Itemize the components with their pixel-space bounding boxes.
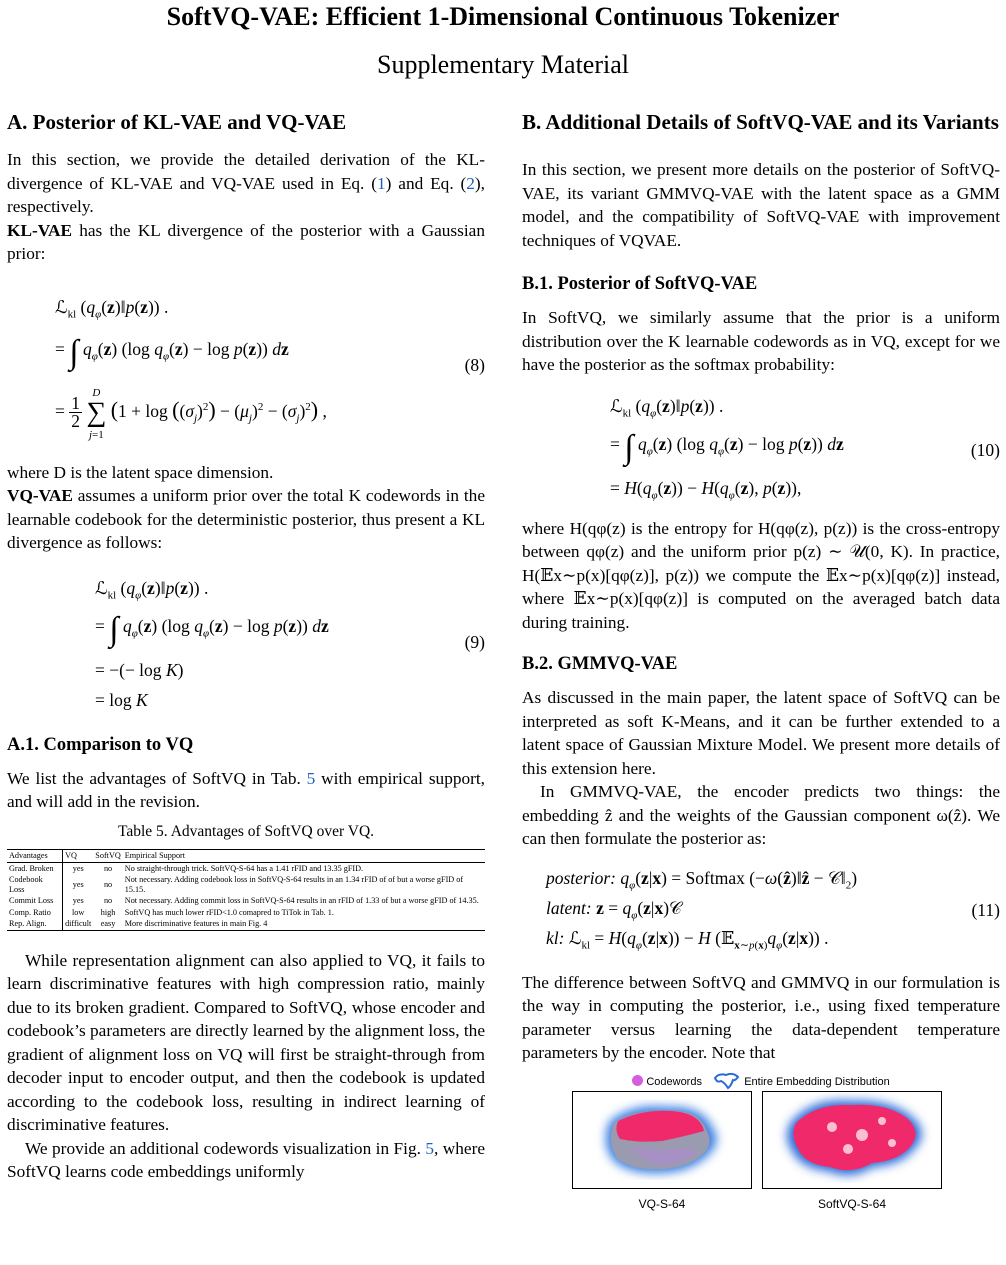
equation-8-number: (8) — [464, 354, 485, 375]
figure-label-softvq: SoftVQ-S-64 — [817, 1196, 887, 1211]
softvq-codeword-plot — [762, 1091, 942, 1189]
distribution-legend-label: Entire Embedding Distribution — [744, 1075, 890, 1088]
equation-10: ℒ$_{kl}$ $(q_\varphi(z)‖p(z))$ . = ∫ $q_\varphi(z)$ (log $q_\varphi(z) - \log p(z)$) dz = $H(q_\varphi(z)) - H(q_\varphi(z)$, p(z)), (10) — [610, 395, 1000, 501]
equation-8: ℒ$_{kl}$ $(q_\varphi(z)‖p(z))$ . = ∫ $q_\varphi(z)$ (log $q_\varphi(z) - \log p(z)$) dz = 1 2 D ∑ j=1 $(1 + \log ((\sigma_j)^2) - (\mu_j)^2 - (\sigma_j)^2)$ , (8) — [55, 296, 485, 441]
table-row: Commit Loss yes no Not necessary. Adding commit loss in SoftVQ-S-64 results in an rFID of 1.33 of but a worse gFID of 14.35. — [9, 896, 479, 905]
rep-align-paragraph: While representation alignment can also applied to VQ, it fails to learn discriminative features with high compression ratio, mainly due to its broken gradient. Compared to SoftVQ, whose encoder and codebook’s parameters are directly learned by the alignment loss, the gradient of alignment loss on VQ will first be straight-through from decoder input to encoder output, and then the codebook is updated according to the codebook loss, resulting in indirect learning of discriminative features. — [7, 950, 485, 1134]
paper-subtitle: Supplementary Material — [377, 50, 629, 79]
equation-11-number: (11) — [971, 899, 1000, 920]
section-b-title: B. Additional Details of SoftVQ-VAE and its Variants — [522, 110, 999, 134]
section-a1-title: A.1. Comparison to VQ — [7, 734, 194, 755]
table-header-cell: Advantages — [7, 850, 63, 863]
figure-5 — [522, 1069, 1000, 1219]
figure-ref-5[interactable]: 5 — [425, 1138, 435, 1158]
codewords-legend-marker — [632, 1075, 643, 1086]
section-b-intro: In this section, we present more details on the posterior of SoftVQ-VAE, its variant GMMVQ-VAE with the latent space as a GMM model, and the compatibility of SoftVQ-VAE with improvement techniques of VQVAE. — [522, 160, 1000, 250]
section-b2-intro: As discussed in the main paper, the latent space of SoftVQ can be interpreted as soft K-Means, and it can be further extended to a latent space of Gaussian Mixture Model. We present more details of this extension here. — [522, 688, 1000, 778]
table-header-cell: Empirical Support — [123, 850, 485, 863]
table-5-caption: Table 5. Advantages of SoftVQ over VQ. — [117, 822, 375, 840]
table-header-cell: VQ — [63, 850, 94, 863]
eq-ref-2[interactable]: 2 — [466, 173, 475, 193]
section-b1-explanation: where H(qφ(z) is the entropy for H(qφ(z), p(z)) is the cross-entropy between qφ(z) and the uniform prior p(z) ∼ 𝒰(0, K). In practice, H(𝔼x∼p(x)[qφ(z)], p(z)) we compute the 𝔼x∼p(x)[qφ(z)] instead, where 𝔼x∼p(x)[qφ(z)] is computed on the averaged batch data during training. — [522, 518, 1000, 632]
equation-10-number: (10) — [970, 439, 1000, 460]
table-row: Rep. Align. difficult easy More discriminative features in main Fig. 4 — [7, 918, 485, 930]
equation-9-number: (9) — [464, 631, 485, 652]
section-a-intro: In this section, we provide the detailed derivation of the KL-divergence of KL-VAE and VQ-VAE used in Eq. (1) and Eq. (2), respectively. — [7, 150, 485, 216]
codewords-paragraph: We provide an additional codewords visualization in Fig. 5, where SoftVQ learns code embeddings uniformly — [7, 1138, 485, 1181]
section-b2-title: B.2. GMMVQ-VAE — [522, 654, 678, 674]
figure-label-vq: VQ-S-64 — [638, 1196, 686, 1211]
table-row: Grad. Broken yes no No straight-through trick. SoftVQ-S-64 has a 1.41 rFID and 13.35 gFID. — [9, 863, 364, 873]
table-row: Comp. Ratio low high SoftVQ has much lower rFID<1.0 comapred to TiTok in Tab. 1. — [9, 907, 334, 917]
right-column — [522, 108, 1000, 1219]
section-b2-encoder: In GMMVQ-VAE, the encoder predicts two things: the embedding ẑ and the weights of the Gaussian component ω(ẑ). We can then formulate the posterior as: — [522, 782, 1000, 848]
left-column — [7, 108, 485, 1184]
eq-ref-1[interactable]: 1 — [377, 173, 386, 193]
section-b1-title: B.1. Posterior of SoftVQ-VAE — [522, 274, 758, 294]
equation-9: ℒ$_{kl}$ $(q_\varphi(z)‖p(z))$ . = ∫ $q_\varphi(z)$ (log $q_\varphi(z) - \log p(z)$) dz = −(− log K) = log K (9) — [95, 577, 485, 710]
klvae-paragraph: KL-VAE has the KL divergence of the posterior with a Gaussian prior: — [7, 220, 485, 263]
table-row: Codebook Loss yes no Not necessary. Adding codebook loss in SoftVQ-S-64 results in an 1.34 rFID of of but a worse gFID of 15.15. — [9, 875, 464, 894]
section-a1-intro: We list the advantages of SoftVQ in Tab. 5 with empirical support, and will add in the revision. — [7, 768, 485, 811]
paper-title: SoftVQ-VAE: Efficient 1-Dimensional Continuous Tokenizer — [166, 2, 840, 31]
section-b2-difference: The difference between SoftVQ and GMMVQ in our formulation is the way in computing the posterior, i.e., using fixed temperature parameter versus learning the data-dependent temperature parameters by the encoder. Note that — [522, 972, 1000, 1062]
codewords-legend-label: Codewords — [646, 1075, 702, 1088]
equation-11: posterior: $q_\varphi(z|x)$ = Softmax (−ω(ẑ)‖ẑ − $𝒞‖_2$) latent: $z = q_\varphi(z|x)𝒞$ kl: ℒ$_{kl}$ = $H(q_\varphi(z|x)) - H$ $(𝔼_{x\sim p(x)}q_\varphi(z|x))$ . (11) — [546, 867, 1000, 951]
latent-dim-text: where D is the latent space dimension. — [7, 462, 274, 482]
vq-codeword-plot — [572, 1091, 752, 1189]
table-ref-5[interactable]: 5 — [306, 768, 316, 788]
table-5 — [7, 849, 485, 931]
table-header-cell: SoftVQ — [95, 851, 121, 860]
distribution-outline-icon — [711, 1072, 741, 1090]
section-b1-intro: In SoftVQ, we similarly assume that the prior is a uniform distribution over the K learnable codewords as in VQ, except for we have the posterior as the softmax probability: — [522, 308, 1000, 374]
vqvae-paragraph: VQ-VAE assumes a uniform prior over the total K codewords in the learnable codebook for the deterministic posterior, thus present a KL divergence as follows: — [7, 486, 485, 552]
section-a-title: A. Posterior of KL-VAE and VQ-VAE — [7, 110, 347, 134]
